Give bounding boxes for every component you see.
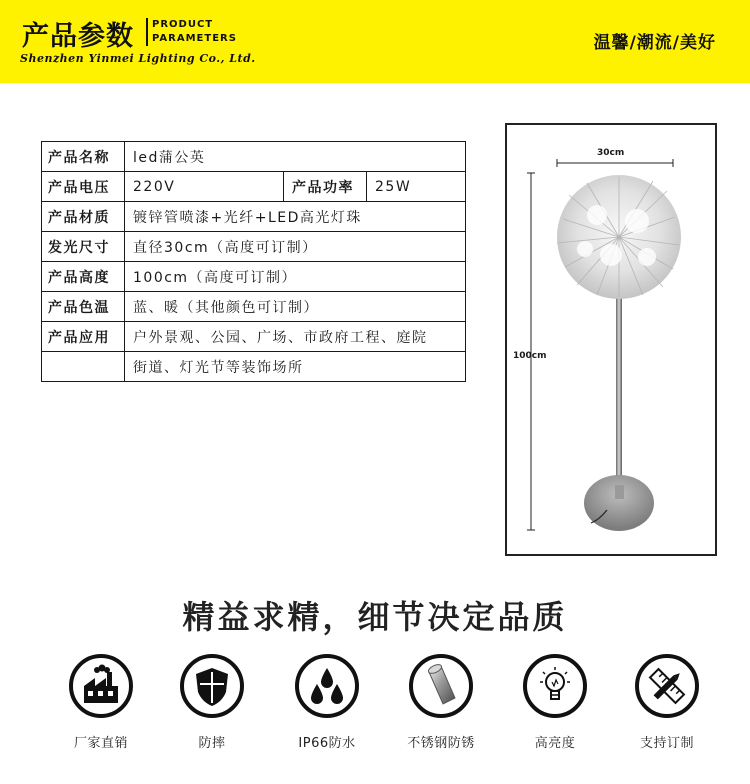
feature-label: 支持订制 [639,736,694,751]
spec-value-voltage: 220V [125,172,284,202]
spec-value-color-temp: 蓝、暖（其他颜色可订制） [125,292,466,322]
table-row [42,262,466,292]
page-title-en [152,18,237,46]
title-en-line2: PARAMETERS [152,33,237,44]
table-row [42,142,466,172]
dandelion-lamp-illustration [507,125,715,554]
spec-value-height: 100cm（高度可订制） [125,262,466,292]
quality-tagline: 精益求精，细节决定品质 [182,598,568,636]
spec-label-empty [42,352,125,382]
light-bulb-icon [523,654,587,718]
feature-drop-proof [172,654,252,751]
spec-value-name: led蒲公英 [125,142,466,172]
spec-label-application: 产品应用 [42,322,125,352]
spec-label-name: 产品名称 [42,142,125,172]
slogan: 温馨/潮流/美好 [593,33,716,53]
steel-tube-icon [409,654,473,718]
shield-icon [180,654,244,718]
title-en-line1: PRODUCT [152,19,214,30]
company-name: Shenzhen Yinmei Lighting Co., Ltd. [20,52,256,65]
title-divider [146,18,148,46]
spec-value-size: 直径30cm（高度可订制） [125,232,466,262]
table-row [42,172,466,202]
spec-value-material: 镀锌管喷漆+光纤+LED高光灯珠 [125,202,466,232]
water-drops-icon [295,654,359,718]
table-row [42,232,466,262]
header-banner [0,0,750,83]
spec-label-height: 产品高度 [42,262,125,292]
ruler-pencil-icon [635,654,699,718]
product-image [505,123,717,556]
width-dimension-label: 30cm [597,148,625,158]
feature-label: 不锈钢防锈 [407,736,475,751]
feature-waterproof [287,654,367,751]
feature-label: 防摔 [198,736,226,751]
spec-label-voltage: 产品电压 [42,172,125,202]
table-row [42,292,466,322]
table-row [42,352,466,382]
spec-label-size: 发光尺寸 [42,232,125,262]
spec-label-color-temp: 产品色温 [42,292,125,322]
spec-label-material: 产品材质 [42,202,125,232]
table-row [42,202,466,232]
feature-label: IP66防水 [298,736,356,751]
spec-table [41,141,466,382]
spec-value-application-2: 街道、灯光节等装饰场所 [125,352,466,382]
feature-label: 厂家直销 [73,736,128,751]
feature-factory-direct [61,654,141,751]
feature-label: 高亮度 [534,736,576,751]
spec-value-power: 25W [367,172,466,202]
factory-icon [69,654,133,718]
spec-value-application-1: 户外景观、公园、广场、市政府工程、庭院 [125,322,466,352]
table-row [42,322,466,352]
feature-high-brightness [515,654,595,751]
page-title: 产品参数 [22,21,134,52]
feature-stainless-steel [401,654,481,751]
feature-customization [627,654,707,751]
height-dimension-label: 100cm [513,351,547,361]
spec-label-power: 产品功率 [284,172,367,202]
